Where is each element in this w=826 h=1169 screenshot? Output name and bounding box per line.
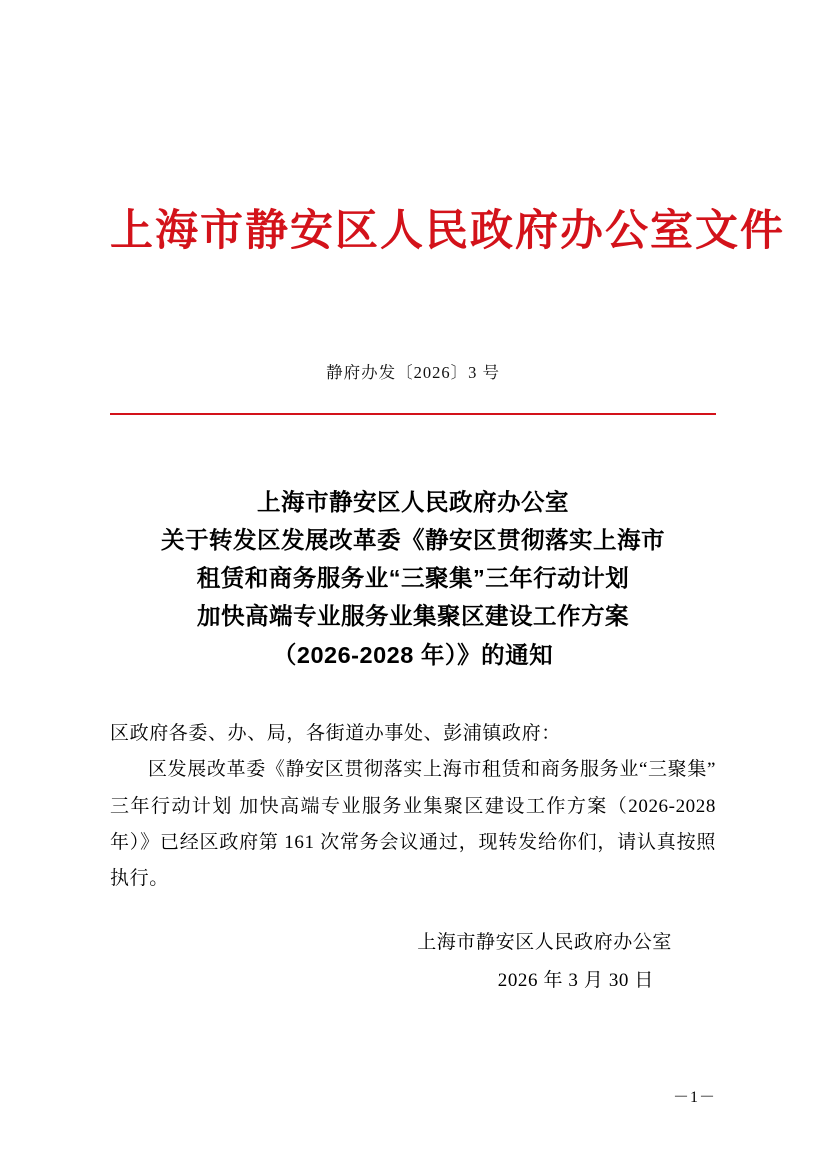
- title-line-3: 租赁和商务服务业“三聚集”三年行动计划: [196, 565, 630, 592]
- document-body: [110, 716, 716, 898]
- document-title: [110, 483, 716, 673]
- title-line-1: 上海市静安区人民政府办公室: [257, 489, 569, 516]
- salutation: 区政府各委、办、局，各街道办事处、彭浦镇政府：: [110, 722, 561, 744]
- body-paragraph: 区发展改革委《静安区贯彻落实上海市租赁和商务服务业“三聚集”三年行动计划 加快高端专业服务业集聚区建设工作方案（2026-2028 年）》已经区政府第 161 次常务会议通过，现转发给你们，请认真按照执行。: [110, 759, 716, 890]
- title-line-4: 加快高端专业服务业集聚区建设工作方案: [197, 603, 629, 630]
- document-number: 静府办发〔2026〕3 号: [326, 362, 500, 382]
- signature-date: 2026 年 3 月 30 日: [497, 969, 654, 991]
- page-number-footer: －1－: [672, 1089, 716, 1106]
- red-separator-rule: [110, 413, 716, 416]
- title-line-2: 关于转发区发展改革委《静安区贯彻落实上海市: [161, 527, 665, 554]
- document-masthead: 上海市静安区人民政府办公室文件: [110, 207, 785, 255]
- signature-issuer: 上海市静安区人民政府办公室: [417, 931, 672, 953]
- signature-block: [110, 924, 716, 1000]
- title-line-5: （2026-2028 年）》的通知: [272, 641, 554, 668]
